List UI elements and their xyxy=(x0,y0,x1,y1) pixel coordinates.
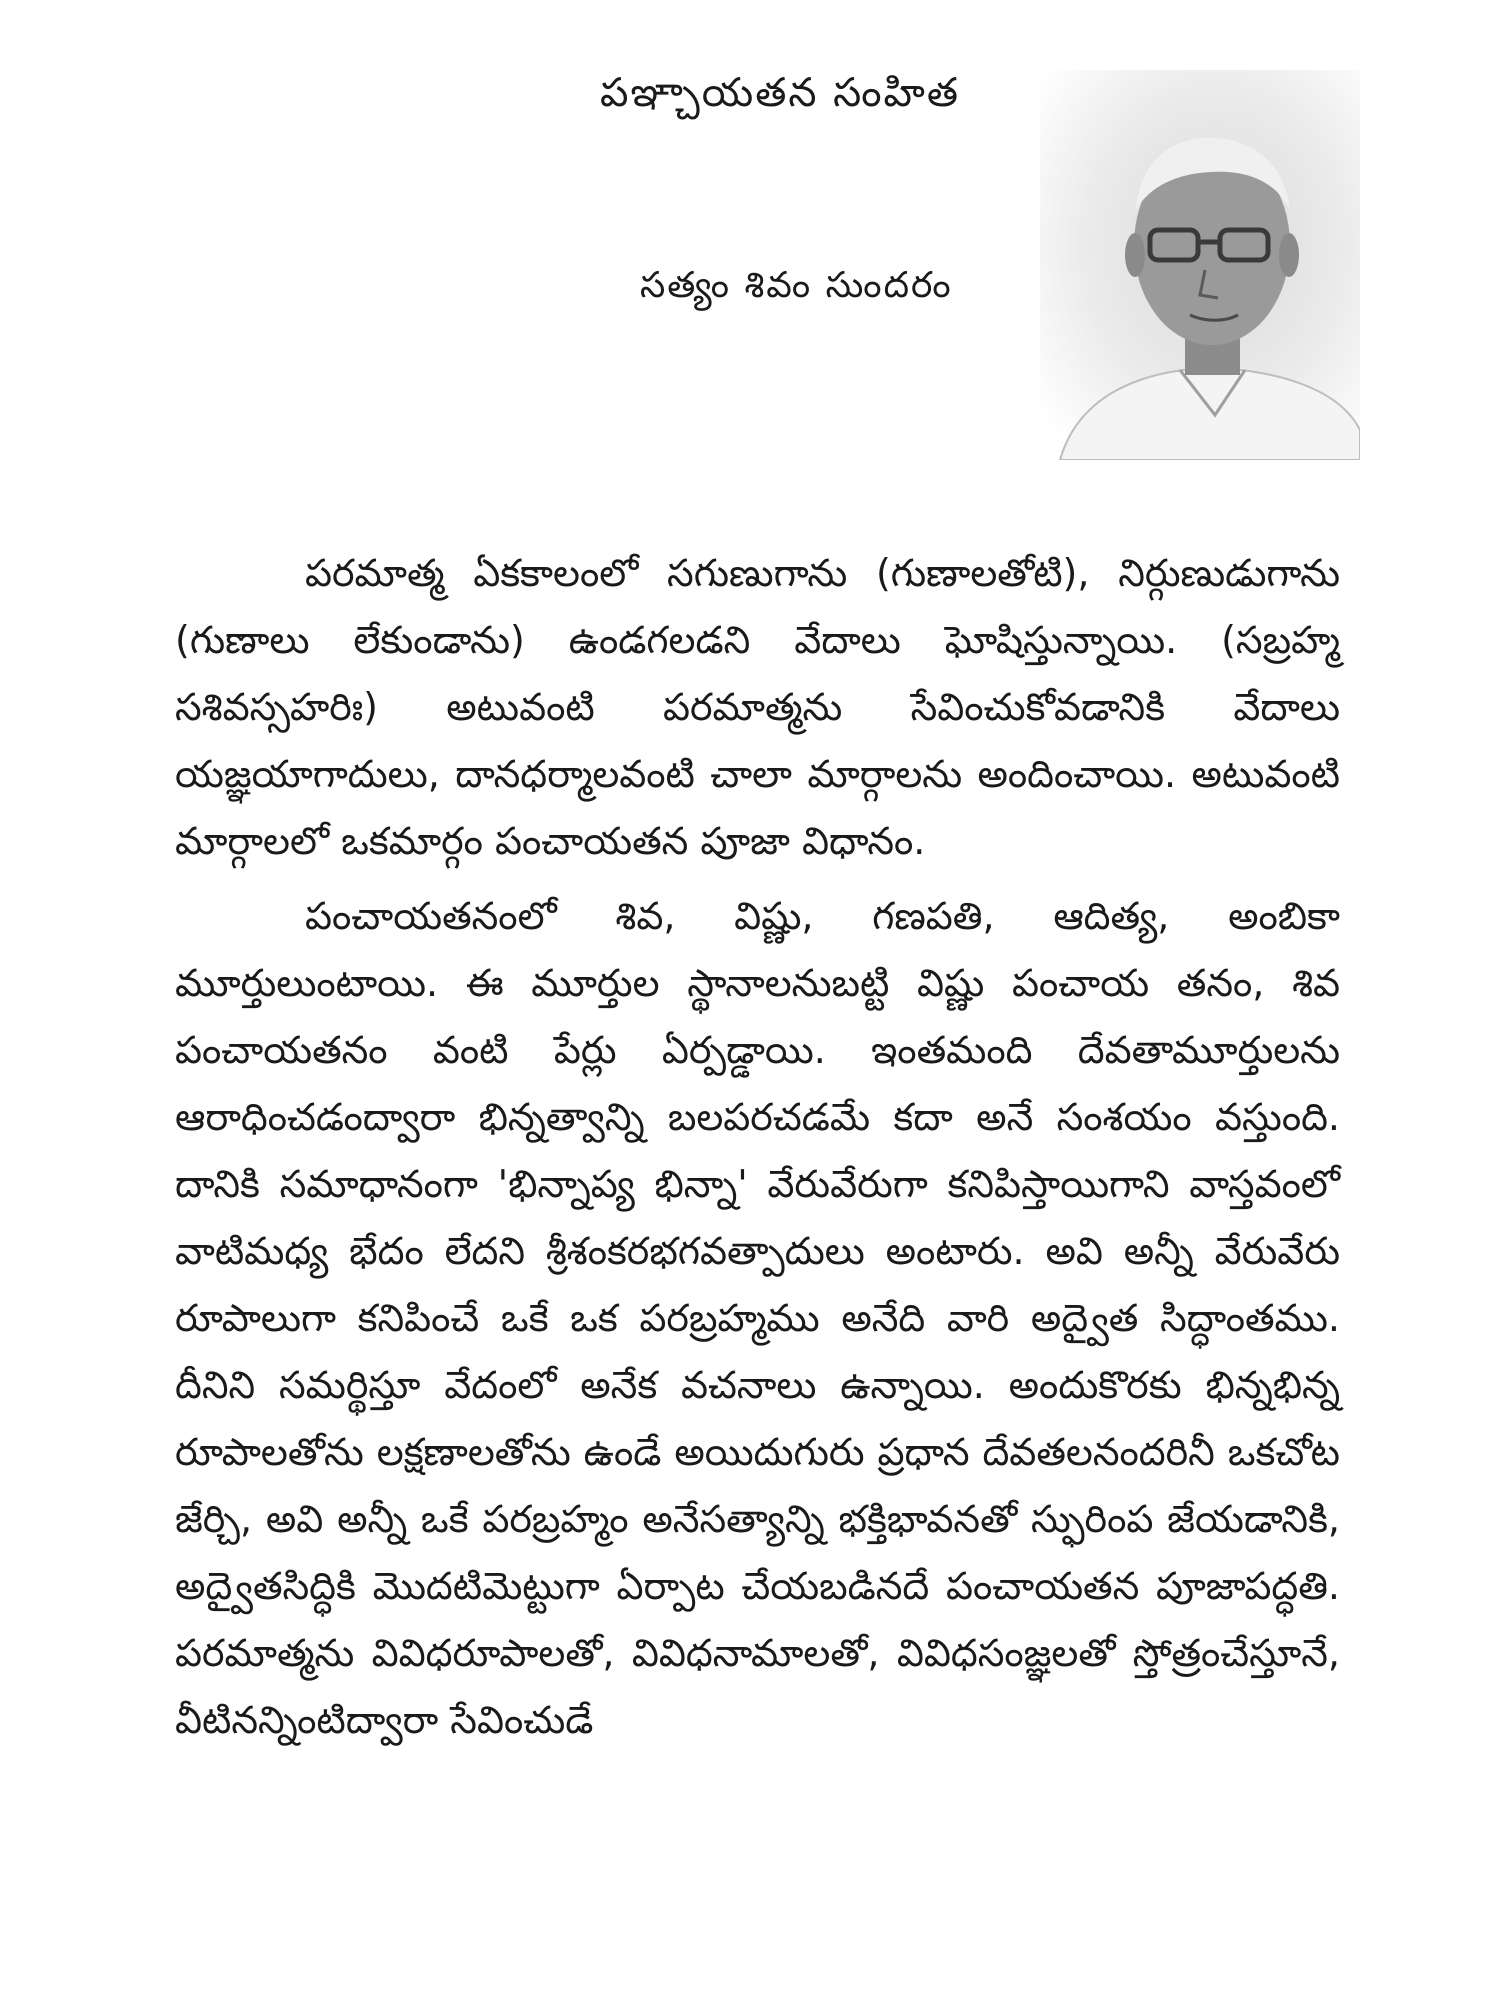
book-title: పఞ్చాయతన సంహిత xyxy=(600,70,960,116)
body-text xyxy=(175,540,1340,1754)
paragraph-2: పంచాయతనంలో శివ, విష్ణు, గణపతి, ఆదిత్య, అంబికా మూర్తులుంటాయి. ఈ మూర్తుల స్థానాలనుబట్టి విష్ణు పంచాయ తనం, శివ పంచాయతనం వంటి పేర్లు ఏర్పడ్డాయి. ఇంతమంది దేవతామూర్తులను ఆరాధించడంద్వారా భిన్నత్వాన్ని బలపరచడమే కదా అనే సంశయం వస్తుంది. దానికి సమాధానంగా 'భిన్నాప్య భిన్నా' వేరువేరుగా కనిపిస్తాయిగాని వాస్తవంలో వాటిమధ్య భేదం లేదని శ్రీశంకరభగవత్పాదులు అంటారు. అవి అన్నీ వేరువేరు రూపాలుగా కనిపించే ఒకే ఒక పరబ్రహ్మము అనేది వారి అద్వైత సిద్ధాంతము. దీనిని సమర్థిస్తూ వేదంలో అనేక వచనాలు ఉన్నాయి. అందుకొరకు భిన్నభిన్న రూపాలతోను లక్షణాలతోను ఉండే అయిదుగురు ప్రధాన దేవతలనందరినీ ఒకచోట జేర్చి, అవి అన్నీ ఒకే పరబ్రహ్మం అనేసత్యాన్ని భక్తిభావనతో స్ఫురింప జేయడానికి, అద్వైతసిద్ధికి మొదటిమెట్టుగా ఏర్పాట చేయబడినదే పంచాయతన పూజాపద్ధతి. పరమాత్మను వివిధరూపాలతో, వివిధనామాలతో, వివిధసంజ్ఞలతో స్తోత్రంచేస్తూనే, వీటినన్నింటిద్వారా సేవించుడే xyxy=(175,894,1340,1742)
page-header xyxy=(0,0,1500,480)
subtitle: సత్యం శివం సుందరం xyxy=(640,265,953,306)
author-photo xyxy=(1040,70,1360,460)
paragraph-1: పరమాత్మ ఏకకాలంలో సగుణుగాను (గుణాలతోటి), నిర్గుణుడుగాను (గుణాలు లేకుండాను) ఉండగలడని వేదాలు ఘోషిస్తున్నాయి. (సబ్రహ్మ సశివస్సహరిః) అటువంటి పరమాత్మను సేవించుకోవడానికి వేదాలు యజ్ఞయాగాదులు, దానధర్మాలవంటి చాలా మార్గాలను అందించాయి. అటువంటి మార్గాలలో ఒకమార్గం పంచాయతన పూజా విధానం. xyxy=(175,551,1340,863)
